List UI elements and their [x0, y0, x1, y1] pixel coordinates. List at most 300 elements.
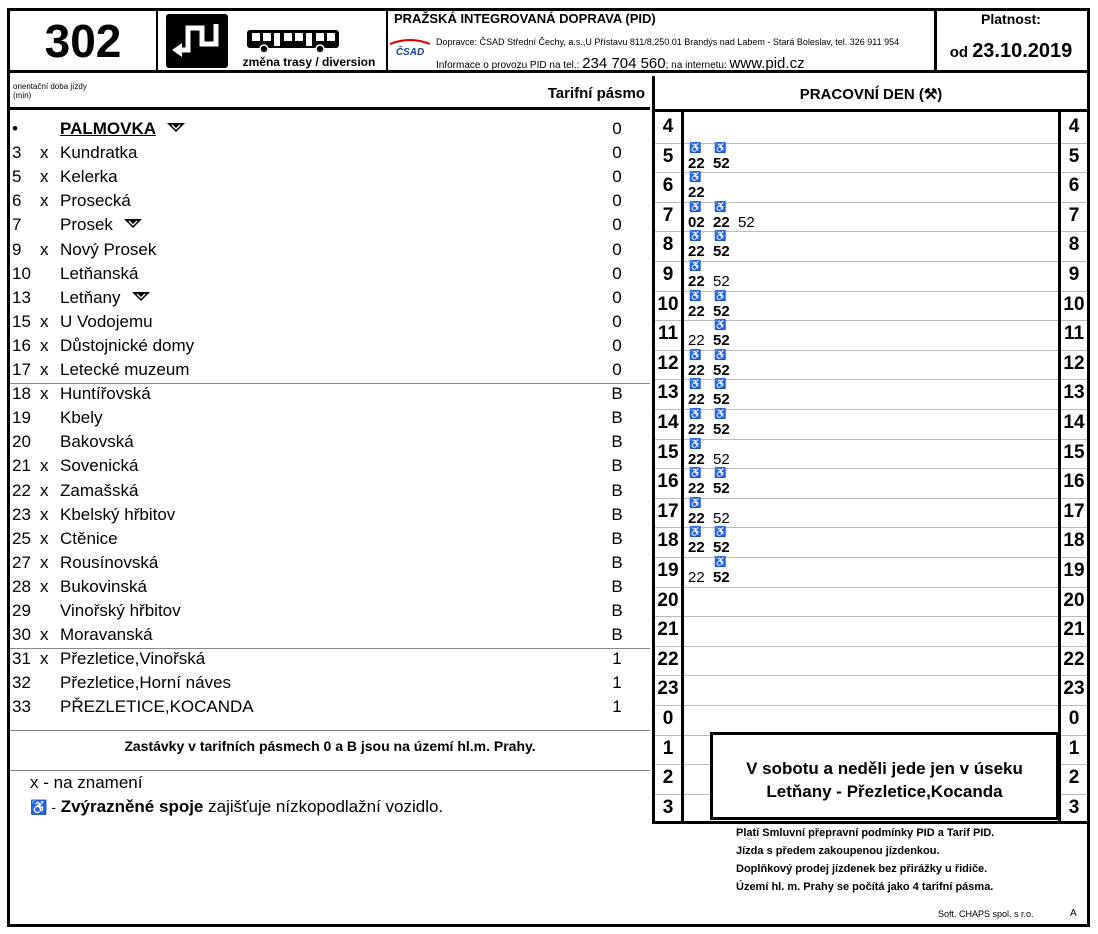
departure: [713, 379, 737, 409]
departure-minute: 52: [738, 213, 755, 231]
departure-minute: 02: [688, 213, 705, 231]
stop-zone: B: [611, 384, 623, 404]
wheelchair-icon: ♿: [714, 320, 727, 332]
departure: [713, 290, 737, 320]
stop-travel-time: 6: [12, 191, 22, 211]
stop-row: [10, 695, 650, 719]
hour-label-left: 5: [662, 145, 674, 167]
stop-name: [60, 334, 194, 358]
departure: [713, 273, 737, 290]
departure: [688, 231, 712, 261]
departure: [688, 468, 712, 498]
hour-label-right: 5: [1068, 145, 1080, 167]
diversion-arrow-icon: [166, 14, 228, 68]
stop-travel-time: 29: [12, 601, 31, 620]
hour-row-line: [684, 350, 1058, 351]
weekend-note-line-2: Letňany - Přezletice,Kocanda: [766, 782, 1003, 801]
hour-row-line: [1061, 646, 1087, 647]
stop-zone: B: [611, 456, 623, 476]
hour-row-line: [1061, 498, 1087, 499]
condition-line: Jízda s předem zakoupenou jízdenkou.: [736, 845, 940, 857]
departure-minute: 22: [688, 509, 705, 527]
stop-request-flag: x: [40, 335, 49, 355]
stop-zone: B: [611, 432, 623, 452]
hour-row-line: [1061, 557, 1087, 558]
stop-row: [10, 286, 650, 310]
stop-name: [60, 189, 131, 213]
hour-label-left: 15: [657, 441, 679, 463]
departure-minute: 22: [688, 391, 705, 409]
stop-name: [60, 213, 143, 237]
departure-minute: 22: [688, 302, 705, 320]
wheelchair-icon: ♿: [714, 201, 727, 213]
stop-zone: B: [611, 480, 623, 500]
departure-minute: 52: [713, 243, 730, 261]
hour-label-right: 0: [1068, 708, 1080, 729]
stop-name: [60, 479, 138, 503]
stop-travel-time: 5: [12, 167, 22, 187]
departure: [688, 261, 712, 290]
stop-zone: 1: [612, 673, 622, 693]
stop-zone: B: [611, 576, 623, 596]
stop-travel-time: 7: [12, 215, 22, 235]
hour-row-line: [655, 675, 681, 676]
weekend-note: [710, 732, 1059, 820]
hour-row-line: [684, 291, 1058, 292]
stop-zone: B: [611, 504, 623, 524]
stop-name-text: Letňany: [60, 287, 121, 307]
stop-name: [60, 165, 118, 189]
weekend-note-line-1: V sobotu a neděli jede jen v úseku: [746, 759, 1023, 778]
departure: [713, 349, 737, 379]
stop-name-text: Zamašská: [60, 480, 139, 500]
stop-name-text: Přezletice,Vinořská: [60, 649, 206, 669]
departure-minute: 52: [713, 273, 730, 290]
departure: [688, 497, 712, 527]
hour-row-line: [655, 350, 681, 351]
wheelchair-icon: ♿: [714, 557, 727, 568]
zone-separator: [10, 383, 650, 384]
hour-row-line: [655, 646, 681, 647]
departure: [713, 320, 737, 350]
zone-label: Tarifní pásmo: [547, 85, 645, 102]
hour-label-right: 17: [1063, 500, 1085, 522]
stop-name-text: Letecké muzeum: [60, 360, 190, 379]
stop-zone: 0: [612, 360, 622, 379]
hour-row-line: [684, 705, 1058, 706]
hour-label-right: 20: [1063, 589, 1085, 611]
stop-request-flag: x: [40, 625, 49, 645]
stop-row: [10, 189, 650, 213]
condition-line: Území hl. m. Prahy se počítá jako 4 tarifní pásma.: [736, 881, 994, 893]
wheelchair-icon: ♿: [689, 142, 702, 154]
stop-request-flag: x: [40, 480, 49, 500]
stop-row: [10, 647, 650, 671]
zone-separator: [10, 648, 650, 649]
condition-line: Doplňkový prodej jízdenek bez přirážky u řidiče.: [736, 863, 988, 875]
stop-travel-time: •: [12, 119, 18, 138]
hour-row-line: [684, 172, 1058, 173]
wheelchair-icon: ♿: [689, 438, 702, 450]
stop-row: [10, 479, 650, 503]
info-mid: ; na internetu:: [665, 60, 727, 71]
departure: [688, 438, 712, 468]
stop-zone: B: [611, 408, 623, 428]
hour-label-left: 0: [662, 708, 674, 729]
condition-line: Platí Smluvní přepravní podmínky PID a Tarif PID.: [736, 827, 995, 839]
stop-row: [10, 382, 650, 406]
stop-zone: B: [611, 552, 623, 572]
stop-travel-time: 10: [12, 263, 31, 283]
hour-row-line: [655, 172, 681, 173]
carrier-info: Dopravce: ČSAD Střední Čechy, a.s.,U Přístavu 811/8,250 01 Brandýs nad Labem - Stará Boleslav, tel. 326 911 954: [436, 37, 900, 47]
stop-row: [10, 141, 650, 165]
stop-name-text: Přezletice,Horní náves: [60, 673, 232, 693]
hour-label-right: 6: [1068, 175, 1080, 197]
hour-row-line: [655, 498, 681, 499]
stop-request-flag: x: [40, 143, 49, 163]
stop-travel-time: 19: [12, 408, 31, 428]
hour-label-right: 9: [1068, 264, 1080, 285]
legend-lowfloor-text: zajišťuje nízkopodlažní vozidlo.: [203, 797, 444, 816]
hour-row-line: [1061, 439, 1087, 440]
validity-value: 23.10.2019: [972, 40, 1073, 62]
hour-row-line: [655, 379, 681, 380]
hour-label-left: 2: [662, 767, 674, 789]
hour-row-line: [1061, 143, 1087, 144]
departure: [713, 510, 737, 527]
stop-zone: 0: [612, 287, 622, 307]
hour-label-right: 1: [1068, 737, 1080, 759]
hour-row-line: [655, 735, 681, 736]
stop-zone: 0: [612, 143, 622, 163]
hour-row-line: [655, 705, 681, 706]
departure-minute: 22: [713, 213, 730, 231]
departure-minute: 22: [688, 361, 705, 379]
hour-row-line: [655, 409, 681, 410]
hour-row-line: [1061, 409, 1087, 410]
hour-label-right: 10: [1063, 293, 1085, 315]
wheelchair-icon: ♿: [689, 261, 702, 272]
stop-name: [60, 310, 153, 334]
hour-row-line: [684, 616, 1058, 617]
stop-name: [60, 358, 189, 382]
stop-row: [10, 503, 650, 527]
stop-travel-time: 20: [12, 432, 31, 452]
wheelchair-icon: ♿: [714, 527, 727, 539]
line-number: 302: [10, 11, 158, 71]
departure: [688, 349, 712, 379]
stop-row: [10, 238, 650, 262]
hour-row-line: [684, 202, 1058, 203]
stop-name: [60, 382, 151, 406]
stop-name-text: Kbelský hřbitov: [60, 504, 176, 524]
stop-name: [60, 238, 156, 262]
hour-label-left: 17: [657, 500, 679, 522]
stop-row: [10, 551, 650, 575]
hour-row-line: [655, 587, 681, 588]
hour-row-line: [1061, 794, 1087, 795]
departure: [688, 201, 712, 231]
hour-row-line: [1061, 705, 1087, 706]
hour-label-left: 14: [657, 412, 679, 433]
hour-row-line: [1061, 735, 1087, 736]
hour-row-line: [655, 320, 681, 321]
stop-name-text: Moravanská: [60, 625, 153, 645]
stop-name-text: Bukovinská: [60, 576, 147, 596]
departure: [713, 468, 737, 498]
hour-label-right: 16: [1063, 471, 1085, 493]
departure-minute: 22: [688, 273, 705, 290]
departure-minute: 22: [688, 539, 705, 557]
stop-name-text: Vinořský hřbitov: [60, 601, 181, 620]
info-web[interactable]: www.pid.cz: [729, 55, 805, 72]
wheelchair-icon: ♿: [714, 290, 727, 302]
wheelchair-icon: ♿: [689, 409, 702, 420]
legend-lowfloor: [30, 797, 443, 817]
stop-row: [10, 623, 650, 647]
stop-zone: 0: [612, 191, 622, 211]
wheelchair-icon: ♿ -: [30, 799, 56, 815]
hour-label-left: 22: [657, 648, 679, 670]
stop-request-flag: x: [40, 552, 49, 572]
stop-travel-time: 30: [12, 625, 31, 645]
stop-row: [10, 671, 650, 695]
stop-request-flag: x: [40, 456, 49, 476]
hour-row-line: [1061, 468, 1087, 469]
hour-label-right: 8: [1068, 234, 1080, 256]
wheelchair-icon: ♿: [714, 379, 727, 391]
hour-row-line: [655, 202, 681, 203]
hour-row-line: [1061, 291, 1087, 292]
wheelchair-icon: ♿: [689, 201, 702, 213]
stop-name-text: Prosek: [60, 215, 113, 235]
hour-label-left: 21: [657, 619, 679, 641]
wheelchair-icon: ♿: [714, 142, 727, 154]
stop-zone: B: [611, 625, 623, 645]
info-prefix: Informace o provozu PID na tel.:: [436, 60, 580, 71]
stop-zone: 0: [612, 239, 622, 259]
departure-minute: 52: [713, 154, 730, 172]
hour-label-right: 19: [1063, 560, 1085, 581]
stop-request-flag: x: [40, 384, 49, 404]
stop-name-text: Kundratka: [60, 143, 138, 163]
hour-label-left: 19: [657, 560, 679, 581]
hour-row-line: [1061, 320, 1087, 321]
stop-name: [60, 647, 205, 671]
hour-label-right: 11: [1063, 323, 1085, 345]
hour-label-right: 14: [1063, 412, 1085, 433]
hour-label-right: 13: [1063, 382, 1085, 404]
stop-name: [60, 551, 158, 575]
notes-separator: [10, 770, 650, 771]
hour-row-line: [1061, 616, 1087, 617]
wheelchair-icon: ♿: [689, 527, 702, 539]
hour-row-line: [684, 646, 1058, 647]
hour-row-line: [684, 379, 1058, 380]
hour-row-line: [1061, 172, 1087, 173]
stop-name-text: Prosecká: [60, 191, 131, 211]
hour-row-line: [655, 527, 681, 528]
hour-row-line: [684, 231, 1058, 232]
software-credit: Soft. CHAPS spol. s r.o.: [938, 909, 1034, 919]
legend-lowfloor-bold: Zvýrazněné spoje: [60, 797, 204, 816]
stop-name: [60, 695, 254, 719]
hour-label-right: 12: [1063, 352, 1085, 374]
hour-row-line: [684, 468, 1058, 469]
wheelchair-icon: ♿: [714, 409, 727, 420]
hour-row-line: [684, 439, 1058, 440]
travel-time-label: orientační doba jízdy (min): [13, 82, 87, 100]
hour-label-left: 1: [662, 737, 674, 759]
departure-minute: 52: [713, 480, 730, 498]
stop-request-flag: x: [40, 167, 49, 187]
wheelchair-icon: ♿: [689, 290, 702, 302]
hour-label-left: 3: [662, 796, 674, 818]
stop-zone: 1: [612, 697, 622, 717]
departure: [688, 290, 712, 320]
hour-row-line: [655, 764, 681, 765]
hour-row-line: [1061, 527, 1087, 528]
stop-request-flag: x: [40, 649, 49, 669]
stop-name: [60, 286, 151, 310]
stop-name-text: Huntířovská: [60, 384, 151, 404]
departure-minute: 22: [688, 243, 705, 261]
hour-row-line: [1061, 587, 1087, 588]
departure-minute: 22: [688, 569, 705, 586]
hour-row-line: [684, 527, 1058, 528]
stop-name-text: Ctěnice: [60, 528, 118, 548]
stop-zone: 0: [612, 215, 622, 235]
stop-travel-time: 9: [12, 239, 22, 259]
wheelchair-icon: ♿: [689, 497, 702, 509]
departure-minutes: [688, 290, 738, 331]
hour-label-right: 7: [1068, 204, 1080, 226]
hour-label-left: 9: [662, 264, 674, 285]
stop-name-text: Bakovská: [60, 432, 134, 452]
departure: [688, 142, 712, 172]
departure-minute: 22: [688, 421, 705, 438]
conditions: [736, 824, 994, 896]
departure-minute: 22: [688, 184, 705, 202]
stop-travel-time: 3: [12, 143, 22, 163]
hour-row-line: [684, 409, 1058, 410]
hour-label-left: 10: [657, 293, 679, 315]
hour-label-right: 3: [1068, 796, 1080, 818]
hour-row-line: [655, 291, 681, 292]
departure-minutes: [688, 557, 738, 597]
stop-name: [60, 671, 231, 695]
departure-minute: 22: [688, 480, 705, 498]
hour-row-line: [684, 557, 1058, 558]
stop-row: [10, 310, 650, 334]
stop-travel-time: 13: [12, 287, 31, 307]
hour-row-line: [1061, 379, 1087, 380]
wheelchair-icon: ♿: [689, 468, 702, 480]
hour-row-line: [655, 557, 681, 558]
departure: [688, 409, 712, 438]
stop-name-text: PŘEZLETICE,KOCANDA: [60, 697, 254, 717]
hour-row-line: [1061, 350, 1087, 351]
stop-row: [10, 454, 650, 478]
departure: [688, 379, 712, 409]
hour-row-line: [684, 675, 1058, 676]
hour-row-line: [655, 616, 681, 617]
stop-name: [60, 117, 186, 141]
hour-row-line: [684, 587, 1058, 588]
stop-name: [60, 503, 175, 527]
stop-travel-time: 15: [12, 311, 31, 331]
stop-name: [60, 623, 153, 647]
departure-minute: 52: [713, 332, 730, 350]
wheelchair-icon: ♿: [714, 468, 727, 480]
departure-minute: 52: [713, 539, 730, 557]
wheelchair-icon: ♿: [714, 231, 727, 243]
info-phone: 234 704 560: [582, 55, 666, 72]
stop-name-text: Letňanská: [60, 263, 139, 283]
stop-row: [10, 430, 650, 454]
departure-minute: 52: [713, 361, 730, 379]
stop-row: [10, 358, 650, 382]
validity-date: [934, 40, 1088, 63]
departure-minutes: [688, 527, 738, 567]
stop-name: [60, 575, 147, 599]
stop-name-text: Sovenická: [60, 456, 139, 476]
stop-travel-time: 31: [12, 649, 31, 669]
list-separator: [10, 730, 650, 731]
metro-icon: [121, 288, 151, 307]
hour-row-line: [1061, 764, 1087, 765]
stop-name: [60, 141, 138, 165]
timetable-title: PRACOVNÍ DEN (⚒): [799, 86, 943, 103]
stop-request-flag: x: [40, 360, 49, 379]
stop-name: [60, 406, 103, 430]
departure: [738, 214, 762, 231]
stop-travel-time: 22: [12, 480, 31, 500]
legend-request-symbol: x -: [30, 773, 49, 792]
info-line: [436, 55, 805, 72]
stop-travel-time: 18: [12, 384, 31, 404]
hour-label-left: 4: [662, 116, 674, 137]
hour-label-right: 21: [1063, 619, 1085, 641]
prague-zones-note: Zastávky v tarifních pásmech 0 a B jsou na území hl.m. Prahy.: [124, 738, 536, 754]
hour-row-line: [1061, 261, 1087, 262]
departure: [688, 527, 712, 557]
hour-row-line: [655, 468, 681, 469]
departure: [713, 201, 737, 231]
departure-minute: 22: [688, 332, 705, 350]
hour-label-left: 8: [662, 234, 674, 256]
stop-row: [10, 575, 650, 599]
stop-request-flag: x: [40, 239, 49, 259]
wheelchair-icon: ♿: [689, 379, 702, 391]
hour-label-right: 2: [1068, 767, 1080, 789]
hour-label-left: 7: [662, 204, 674, 226]
hour-row-line: [655, 261, 681, 262]
stop-travel-time: 28: [12, 576, 31, 596]
hour-row-line: [655, 439, 681, 440]
stop-name-text: PALMOVKA: [60, 119, 157, 138]
stop-travel-time: 23: [12, 504, 31, 524]
departure-minute: 22: [688, 450, 705, 468]
wheelchair-icon: ♿: [714, 349, 727, 361]
stop-zone: 0: [612, 311, 622, 331]
hour-row-line: [655, 794, 681, 795]
hour-row-line: [655, 143, 681, 144]
stop-row: [10, 599, 650, 623]
stop-zone: 0: [612, 167, 622, 187]
stop-row: [10, 262, 650, 286]
